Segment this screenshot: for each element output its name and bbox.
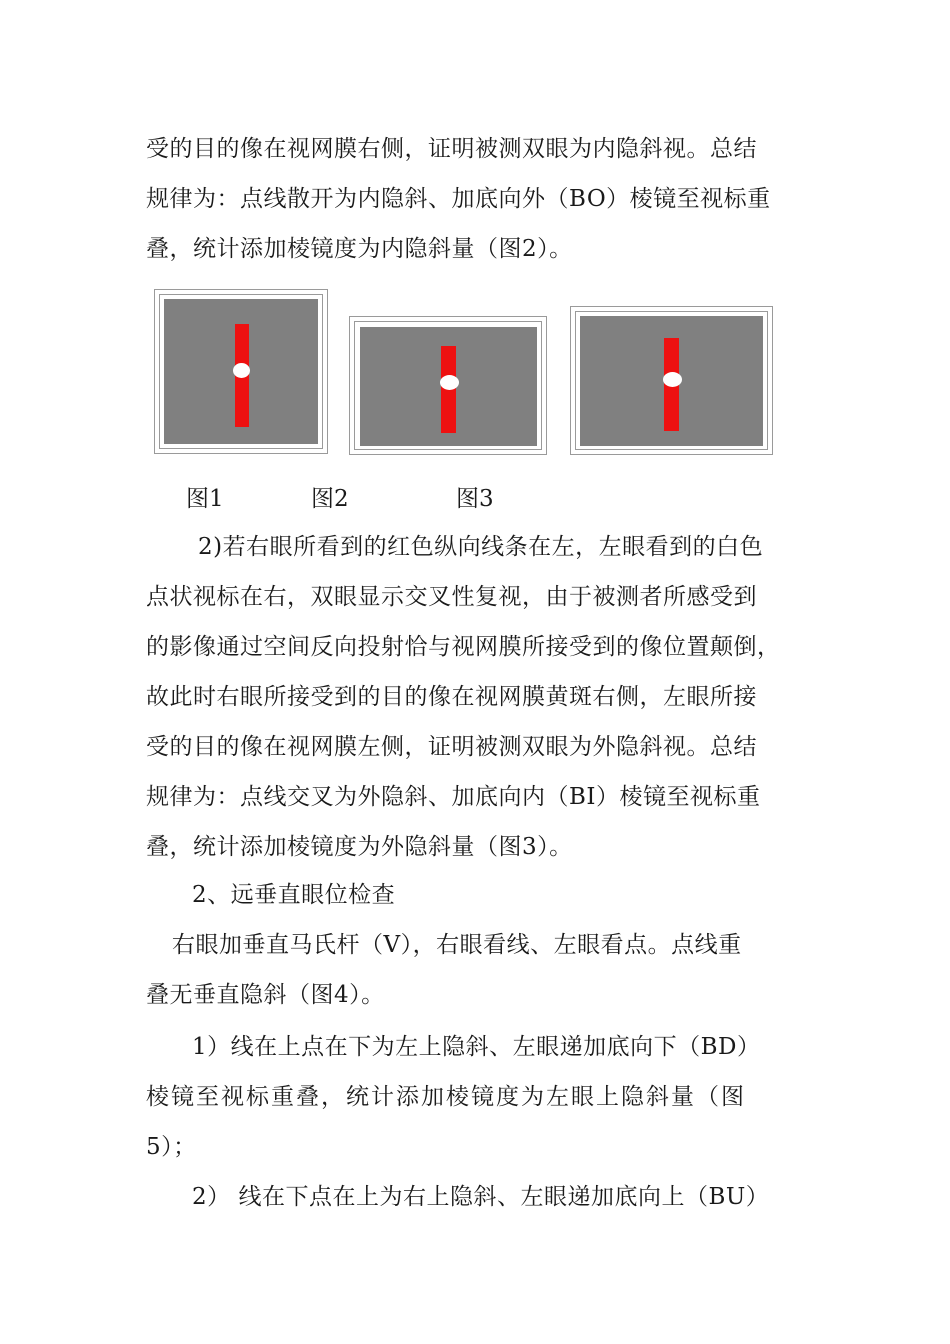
item-1-line-3: 5）； [146, 1134, 197, 1160]
figure-2-white-dot [440, 375, 459, 390]
figure-2-image [349, 316, 547, 455]
paragraph-top-line-3: 叠，统计添加棱镜度为内隐斜量（图2）。 [146, 236, 573, 262]
item-1-line-2: 棱镜至视标重叠，统计添加棱镜度为左眼上隐斜量（图 [146, 1084, 746, 1110]
figure-1-white-dot [233, 363, 250, 378]
paragraph-exo-line-7: 叠，统计添加棱镜度为外隐斜量（图3）。 [146, 834, 573, 860]
paragraph-exo-line-3: 的影像通过空间反向投射恰与视网膜所接受到的像位置颠倒， [146, 634, 781, 660]
figure-1-caption: 图1 [186, 486, 224, 512]
paragraph-exo-line-5: 受的目的像在视网膜左侧，证明被测双眼为外隐斜视。总结 [146, 734, 757, 760]
figure-3-caption: 图3 [456, 486, 494, 512]
paragraph-exo-line-1: 2)若右眼所看到的红色纵向线条在左，左眼看到的白色 [198, 534, 764, 560]
paragraph-vertical-line-1: 右眼加垂直马氏杆（V），右眼看线、左眼看点。点线重 [172, 932, 742, 958]
figure-3-screen [580, 316, 763, 446]
paragraph-vertical-line-2: 叠无垂直隐斜（图4）。 [146, 982, 385, 1008]
figure-3-white-dot [663, 372, 682, 387]
paragraph-exo-line-6: 规律为：点线交叉为外隐斜、加底向内（BI）棱镜至视标重 [146, 784, 761, 810]
figure-3-image [570, 306, 773, 455]
paragraph-exo-line-2: 点状视标在右，双眼显示交叉性复视，由于被测者所感受到 [146, 584, 757, 610]
paragraph-top-line-1: 受的目的像在视网膜右侧，证明被测双眼为内隐斜视。总结 [146, 136, 757, 162]
item-1-line-1: 1）线在上点在下为左上隐斜、左眼递加底向下（BD） [192, 1034, 761, 1060]
item-2-line-1: 2） 线在下点在上为右上隐斜、左眼递加底向上（BU） [192, 1184, 770, 1210]
figure-2-screen [360, 327, 537, 446]
figure-1-screen [164, 299, 318, 444]
figure-1-image [154, 289, 328, 454]
figure-2-caption: 图2 [311, 486, 349, 512]
section-heading: 2、远垂直眼位检查 [192, 882, 396, 908]
paragraph-top-line-2: 规律为：点线散开为内隐斜、加底向外（BO）棱镜至视标重 [146, 186, 771, 212]
paragraph-exo-line-4: 故此时右眼所接受到的目的像在视网膜黄斑右侧，左眼所接 [146, 684, 757, 710]
